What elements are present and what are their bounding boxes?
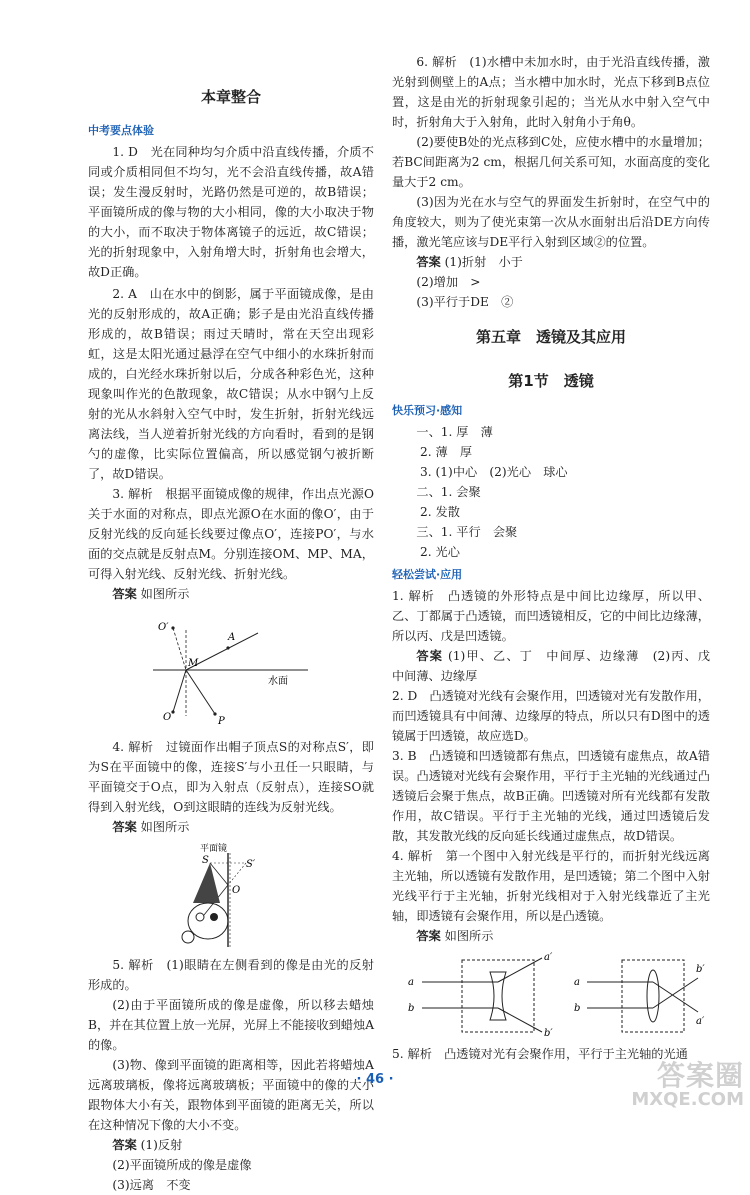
section-label-exam: 中考要点体验 xyxy=(88,124,154,137)
section-label-practice: 轻松尝试·应用 xyxy=(392,568,463,581)
point-o-prime-label: O′ xyxy=(158,622,169,633)
answer-q5: 5. 解析 (1)眼睛在左侧看到的像是由光的反射形成的。 xyxy=(88,958,374,992)
reflection-refraction-diagram xyxy=(88,608,374,733)
preview-line-2: 2. 薄 厚 xyxy=(420,445,473,459)
practice-q5: 5. 解析 凸透镜对光有会聚作用，平行于主光轴的光通 xyxy=(392,1047,688,1061)
point-o-label: O xyxy=(232,885,241,896)
answer-label: 答案 xyxy=(416,929,441,943)
mirror-label: 平面镜 xyxy=(200,844,228,854)
preview-line-5: 2. 发散 xyxy=(420,505,460,519)
ray-b-prime-label: b′ xyxy=(696,964,705,975)
ray-a-prime-label: a′ xyxy=(544,952,553,963)
chapter-title: 第五章 透镜及其应用 xyxy=(475,328,626,346)
left-column xyxy=(88,52,374,1195)
answer-text: (1)反射 xyxy=(140,1138,183,1152)
ray-a-label: a xyxy=(574,977,580,988)
answer-text: (1)甲、乙、丁 中间厚、边缘薄 (2)丙、戊 中间薄、边缘厚 xyxy=(392,649,723,683)
answer-q6-line-3: (3)平行于DE ② xyxy=(416,295,514,309)
answer-q5-3: (3)物、像到平面镜的距离相等，因此若将蜡烛A远离玻璃板，像将远离玻璃板；平面镜中的像的大小跟物体大小有关，跟物体到平面镜的距离无关，所以在这种情况下像的大小不变。 xyxy=(88,1058,374,1132)
answer-text: 如图所示 xyxy=(444,929,494,943)
answer-text: 如图所示 xyxy=(140,820,190,834)
right-column xyxy=(392,52,723,1064)
watermark-url: MXQE.COM xyxy=(631,1089,744,1110)
answer-label: 答案 xyxy=(416,649,444,663)
answer-q5-line-3: (3)远离 不变 xyxy=(112,1178,191,1192)
point-m-label: M xyxy=(188,658,199,669)
practice-q4: 4. 解析 第一个图中入射光线是平行的，而折射光线远离主光轴，所以透镜有发散作用，是凹透镜；第二个图中入射光线平行于主光轴，折射光线相对于入射光线靠近了主光轴，即透镜有会聚作用，所以是凸透镜。 xyxy=(392,849,710,923)
answer-q5-2: (2)由于平面镜所成的像是虚像，所以移去蜡烛B，并在其位置上放一光屏，光屏上不能接收到蜡烛A的像。 xyxy=(88,998,374,1052)
practice-q3: 3. B 凸透镜和凹透镜都有焦点，凹透镜有虚焦点，故A错误。凸透镜对光线有会聚作用，平行于主光轴的光线通过凸透镜后会聚于焦点，故B正确。凹透镜对所有光线都有发散作用，故C错误。平行于主光轴的光线，通过凹透镜后发散，其发散光线的反向延长线通过虚焦点，故D错误。 xyxy=(392,749,710,843)
section-label-preview: 快乐预习·感知 xyxy=(392,404,463,417)
answer-text: (1)折射 小于 xyxy=(444,255,523,269)
answer-q4-line xyxy=(88,817,374,837)
answer-q6: 6. 解析 (1)水槽中未加水时，由于光沿直线传播，激光射到侧壁上的A点；当水槽中加水时，光点下移到B点位置，这是由光的折射现象引起的；当光从水中射入空气中时，折射角大于入射角，此时入射角小于角θ。 xyxy=(392,55,710,129)
point-s-prime-label: S′ xyxy=(246,859,256,870)
practice-q1: 1. 解析 凸透镜的外形特点是中间比边缘厚，所以甲、乙、丁都属于凸透镜，而凹透镜相反，它的中间比边缘薄，所以丙、戊是凹透镜。 xyxy=(392,589,710,643)
answer-q3: 3. 解析 根据平面镜成像的规律，作出点光源O关于水面的对称点，即点光源O在水面的像O′，由于反射光线的反向延长线要过像点O′，连接PO′，与水面的交点就是反射点M。分别连接OM、MP、MA，可得入射光线、反射光线、折射光线。 xyxy=(88,487,374,581)
ray-a-label: a xyxy=(408,977,414,988)
answer-q5-line xyxy=(88,1135,374,1155)
answer-label: 答案 xyxy=(112,820,137,834)
preview-line-4: 二、1. 会聚 xyxy=(416,485,481,499)
answer-q6-line-2: (2)增加 > xyxy=(416,275,481,289)
answer-q5-line-2: (2)平面镜所成的像是虚像 xyxy=(112,1158,252,1172)
water-surface-label: 水面 xyxy=(268,676,288,687)
answer-q6-2: (2)要使B处的光点移到C处，应使水槽中的水量增加；若BC间距离为2 cm，根据几何关系可知，水面高度的变化量大于2 cm。 xyxy=(392,135,710,189)
preview-line-1: 一、1. 厚 薄 xyxy=(416,425,493,439)
watermark-title: 答案圈 xyxy=(656,1059,744,1092)
answer-q6-line xyxy=(392,252,710,272)
page-number: · 46 · xyxy=(356,1072,394,1087)
answer-label: 答案 xyxy=(416,255,441,269)
answer-q1: 1. D 光在同种均匀介质中沿直线传播，介质不同或介质相同但不均匀，光不会沿直线传播，故A错误；发生漫反射时，光路仍然是可逆的，故B错误；平面镜所成的像与物的大小相同，像的大小取决于物的大小，而不取决于物体离镜子的远近，故C错误；光的折射现象中，入射角增大时，折射角也会增大，故D正确。 xyxy=(88,145,374,279)
ray-a-prime-label: a′ xyxy=(696,1016,705,1027)
clown-mirror-diagram xyxy=(88,841,374,951)
answer-label: 答案 xyxy=(112,1138,137,1152)
point-s-label: S xyxy=(202,855,209,866)
answer-text: 如图所示 xyxy=(140,587,190,601)
practice-q4-answer xyxy=(392,926,710,946)
lens-diagram xyxy=(392,950,710,1040)
answer-q2: 2. A 山在水中的倒影，属于平面镜成像，是由光的反射形成的，故A正确；影子是由光沿直线传播形成的，故B错误；雨过天晴时，常在天空出现彩虹，这是太阳光通过悬浮在空气中细小的水珠折射而成的，白光经水珠折射以后，分成各种彩色光，这种现象叫作光的色散现象，故C错误；从水中钢勺上反射的光从水斜射入空气中时，发生折射，折射光线远离法线，当人逆着折射光线的方向看时，看到的是钢勺的虚像，比实际位置偏高，所以感觉钢勺被折断了，故D错误。 xyxy=(88,287,374,481)
ray-b-label: b xyxy=(574,1003,581,1014)
answer-q3-line xyxy=(88,584,374,604)
point-a-label: A xyxy=(228,632,236,643)
practice-q2: 2. D 凸透镜对光线有会聚作用，凹透镜对光有发散作用，而凹透镜具有中间薄、边缘厚的特点，所以只有D图中的透镜属于凹透镜，故应选D。 xyxy=(392,689,710,743)
preview-line-7: 2. 光心 xyxy=(420,545,460,559)
preview-line-6: 三、1. 平行 会聚 xyxy=(416,525,518,539)
chapter-summary-title: 本章整合 xyxy=(200,88,261,106)
point-p-label: P xyxy=(218,716,225,727)
answer-label: 答案 xyxy=(112,587,137,601)
answer-q6-3: (3)因为光在水与空气的界面发生折射时，在空气中的角度较大，则为了使光束第一次从水面射出后沿DE方向传播，激光笔应该与DE平行入射到区域②的位置。 xyxy=(392,195,710,249)
watermark xyxy=(631,1059,744,1110)
answer-q4: 4. 解析 过镜面作出帽子顶点S的对称点S′，即为S在平面镜中的像，连接S′与小丑任一只眼睛，与平面镜交于O点，即为入射点（反射点），连接SO就得到入射光线，O到这眼睛的连线为反射光线。 xyxy=(88,740,374,814)
ray-b-label: b xyxy=(408,1003,415,1014)
point-o-label: O xyxy=(163,712,172,723)
lesson-title: 第1节 透镜 xyxy=(508,372,594,390)
preview-line-3: 3. (1)中心 (2)光心 球心 xyxy=(420,465,568,479)
practice-q1-answer xyxy=(392,646,723,686)
ray-b-prime-label: b′ xyxy=(544,1028,553,1039)
